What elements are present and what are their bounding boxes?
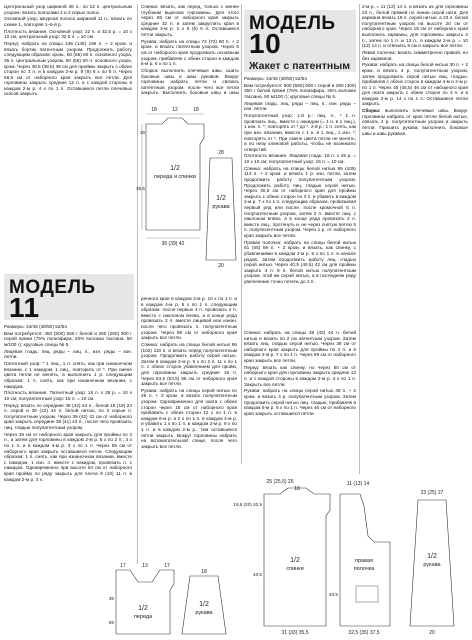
paragraph: Перед: вязать по середине 39 (42) 44 п., белой 19 (19) 23 п. серой и 39 (42) 44 п. белой нитью, по 3 серые п. полупатентным узором. Через 36 (42) 41 см от наборного края закрыть середине 38 (41) 43 п., после чего провязать лиц. гладью полупатентным узором. [4,402,132,431]
center-label: рукава [423,562,441,568]
paragraph: Спинка: вязать, как перед, только с менее глубоким вырезом горловины. Для этого через 58 см от наборного края закрыть средние 32 п. и затем закруглить края в каждом 2-м р. 1 х 5 (5) 6 п. Оставшиеся петли закрыть. [141,4,239,37]
model11-text [4,324,132,560]
center-label: правая [355,558,373,564]
dim-label: 23 (25) 27 [420,490,444,496]
sleeve-label: рукава [212,204,230,210]
model10-header [244,10,356,72]
center-label: рукава [195,610,213,616]
paragraph: Основной узор, ажурная полоса шириной 11 п.: вязать по схеме 1, повторяя 1–6-й р. [4,16,132,27]
paragraph: Левая полочка: вязать симметрично правой, но без карманов. [362,49,468,61]
paragraph: ренного края в каждом 2-м р. 10 х по 1 п. и в каждом 4-м р. 5 х по 1 п. следующим образом: после первых 3 п. провязать 2 п. вместе с наклоном влево, а в конце ряда провязать 2 п. вместе лицевой или изнан. после чего провязать п. полупатентным узором. Через 59 см от наборного края закрыть все петли. [141,296,237,341]
column-divider [241,4,242,464]
pocket [356,586,378,602]
center-label: 1/2 [290,557,300,564]
dim-label: 25 (25,5) 26 [266,479,294,485]
center-label: 1/2 [138,605,148,612]
right-front: Правая полочка: набрать на спицы белой нитью 51 (55) 59 п. + 2 кром. и вязать, как спинку, с убавлениями в каждом 2-м р. 6 х по 1 п. в начале рядов. Затем продолжить работу лиц. гладью серой нитью. Через 40,5 (40,5) 42 см для проймы закрыть 3 п. 9 п. белой нитью полупатентным узором, этой же серой нитью, а в последнем ряду увеличение точно петель до 2 п. [244,239,356,284]
center-label: спинки [286,566,304,572]
paragraph: Рукава: набрать на спицы серой нитью 38 п. + 2 кром. и вязать 4 р. полупатентным узором. Затем продолжить серой нитью лиц. гладью, прибавляя в каждом 6-м р. 6 х по 1 п. Через 46 см от наборного края закрыть оставшиеся петли. [244,388,356,416]
model11-title: МОДЕЛЬ 11 [9,277,96,320]
density: Плотность вязания. Лицевая гладь: 16 п. х 25 р. = 10 х 10 см; полупатентный узор: 15 п. = 10 см. [244,153,356,165]
paragraph: Перед: вязать как спинку, но через 50 см от наборного края для горловины закрыть средние 12 п. и с каждой стороны в каждом 2-м р. 4 х по 1 п. Закрыть все петли. [244,364,356,387]
paragraph: Спинка: набрать на спицы 38 (42) 44 п. белой нитью и вязать по 2 см патентным узором. Затем вязать лиц. гладью серой нитью. Через 39 см от наборного края закрыть для проймы по 3 п. и в каждом 2-м р. 7 х по 1 п. Через 59 см от наборного края закрыть все петли. [244,330,356,363]
patent-stitch: Патентный узор: * 1 лиц., 1 п. снять, как при изнаночном вязании, с 1 накидом, 1 лиц., повторить от *. При смене цвета петли не менять, а выполнить 1 р. следующим образом: 1 п. снять, как при изнаночном вязании, с накидом. [4,361,132,389]
dim-label: 40,5 [253,572,262,577]
dim-label: 13 [142,563,148,569]
model10-text [244,76,356,326]
col2-top-text [141,4,239,96]
dim-label: 32,5 (35) 37,5 [348,630,380,636]
pattern-diagram-model10 [233,476,468,636]
center-label: 1/2 [170,165,180,172]
model10-title: МОДЕЛЬ 10 [249,13,336,59]
col1-top-text [4,4,132,270]
front-outline [116,570,174,634]
paragraph: Спинка: набрать на спицы белой нитью 96 (102) 110 п. и вязать перед полупатентным узором. Продолжить работу серой нитью. Затем в каждом 2-м р. 5 х по 2 п. 11 х по 1 п. с обеих сторон убавлением для пройм, для горловины закрыть средние 16 п. Через 63,5 (63,5) 65 см от наборного края закрыть все петли. [141,341,237,387]
dim-label: 36 (39) 42 [161,241,185,247]
center-label: 1/2 [427,553,437,560]
dim-label: 38,5 [136,186,145,191]
column-divider [137,4,138,564]
dim-label: 28 [218,150,224,156]
pattern-diagram-model11 [108,560,238,640]
col2-bottom-text [141,296,237,562]
dim-label: 19,5 (20) 20,5 [233,502,262,507]
center-label: полочка [353,566,375,572]
paragraph: Центральный узор шириной 36 п.: по 12 п. центральным узором, вязать полосами 2 и 2 серых полос. [4,4,132,15]
model11-header [4,274,134,320]
dim-label: 18 [201,569,207,575]
patent-stitch: Полупатентный узор: 1-й р.: лиц. п., * 1 п. провязать лиц., вместе с накидом (= 1 н. в 1 лиц.), 1 изн. п. *; повторять от * до *. 2-й р.: 1 п. снять, как при изн. вязании, вместе с 1 н. в 1 лиц., 1 изн. *; повторять от *. При смене цвета петли не менять, а по низу клиновой работы, чтобы не возникало отверстий. [244,113,356,152]
sizes: Размеры: 44/46 (48/50) 52/54 [244,76,308,81]
yarn: Вам потребуется: 500 (550) 600 г серой и 250 (300) 350 г белой пряжи (75% полиэфира, 25% волокна таслана, 50 м/100 г); круговые спицы № 5. [244,82,356,99]
center-label: переда [133,614,153,620]
sleeve-label: 1/2 [216,195,226,202]
dim-label: 17 [120,563,126,569]
dim-label: 20 [429,630,435,636]
lic-stitch: Лицевая гладь: лиц. ряды – лиц. п., изн. ряды – изн. петли. [244,100,356,112]
paragraph: Рукава: набрать на спицы белой нитью 30 п. + 2 кром. и вязать 4 р. полупатентным узором, затем продолжить серой нитью лиц. гладью, прибавляя с обеих сторон в каждом 4-м и 2-м р. по 1 п. Через 45 (45,5) 46 см от наборного края для оката закрыть с обеих сторон по 3 п. и в каждом 2-м р. 14 х по 1 п. Оставшиеся петли закрыть. [362,62,468,107]
dim-label: 39 [108,596,114,601]
model10-subtitle: Жакет с патентным [249,60,350,72]
paragraph: 2-м р. = 11 (12) 14 п. и вязать их для горловины 23 п., белой пряжей по линии серой нити. Для кармана вязать 19 п. серой нитью, а 23 п. белой полупатентным узором на высоте 20 см от наборного края. Через 18 см от наборного края выполнить карманы, для горловины закрыть 2 п., затем по 1 п. ы 12 п., в каждом 2-м р. = 10 (12) 14 п. и отвязать 9 см и закрыть все петли. [362,4,468,49]
column-divider [359,4,360,474]
dim-label: 19 [139,130,145,135]
paragraph: Через 39 см от наборного края закрыть для проймы по 3 п., а затем для горловины в каждом 2-м р. 5 х по 2 п.; 4 х по 1 п. и в каждом 4-м р. 3 х по 1 п. Через 59 см от наборного края закрыть оставшиеся петли. Следующим образом: 1 п. снять, как при изнаночном вязании, вместе с накидом, 1 изн. п. вместе с накидом, провязать п. с накидом. Одновременно при высоте 54 см от наборного края пройму по ряду закрыть для плеча 9 (10) 11 п. в каждом 2-м р. 3 х. [4,431,132,482]
dim-label: 18 [294,486,300,492]
lic-stitch: Лицевая гладь: лиц. ряды – лиц. п., изн. ряды – изн. петли. [4,348,132,360]
dim-label: 31 (33) 35,5 [281,630,309,636]
paragraph: Плотность вязания. Основной узор: 22 п. и 32,5 р. = 10 х 10 см; центральный узор: 32,5 п. = 10 см. [4,28,132,40]
dim-label: 18 [151,107,157,113]
dim-label: 11 (13) 14 [346,481,370,487]
sizes: Размеры: 44/46 (48/50) 52/54 [4,324,68,329]
dim-label: 18 [193,107,199,113]
dim-label: 12 [172,107,178,113]
model10-text-right [362,4,468,474]
paragraph: Сборка: выполнить плечевые швы, сшить боковые швы и швы рукавов. Вокруг горловины набрать петли и связать патентным узором, после чего все петли закрыть. Выполнить боковые швы и швы [141,67,239,96]
dim-label: 40,5 [329,592,338,597]
dim-label: 59 [108,620,114,625]
dim-label: 20 [218,263,224,269]
assembly: Сборка: выполнить плечевые швы. Вокруг горловины набрать от края петли белой нитью, связать 4 р. полупатентным узором и закрыть петли. Пришить рукава, выполнить боковые швы и швы рукавов. [362,108,468,136]
paragraph: Рукава: набрать на спицы серой нитью по 49 п. + 2 кром. и вязать полупатентным узором. Одновременно для оката с обеих сторон через 15 см от наборного края прибавить с обеих сторон 12 х по 1 п. в каждом 6-м р. и 2 х по 1 п. в каждом 4-м р. и убавить 1 х по 1 п. в каждом 2-м р. 9 х по 1 п. и в каждом 2-м р., тем оставшиеся петли закрыть. Вокруг горловины набрать на вспомогательной спице, после чего закрыть все петли. [141,387,237,449]
back: Спинка: набрать на спицы белой нитью 99 (105) 113 п. + 2 кром. и вязать 1 р. изн. петли, затем продолжить работу полупатентным узором. Продолжить работу лиц. гладью серой нитью. Через 40,5 см от наборного края для проймы закрыть с обеих сторон по 3 п. и убавить в каждом 2-м р. 7 х по 1 п. следующим образом, провязывая первый ряд или после, после кромочной 5 п. полупатентным узором, затем 2 п. вместе лиц. с наклоном влево, а в конце ряда провязать 2 п. вместе лиц., протянуть и, не через снятую петлю 5 п. полупатентным узором. Через 1 р. от наборного края закрыть все петли. [244,165,356,238]
paragraph: Рукава: набрать на спицы 72 (72) 80 п. + 2 кром. и вязать патентным узором. Через 6 см от наборного края продолжить основным узором, прибавляя с обеих сторон в каждом 6-м р. 6 х по 1 п. [141,38,239,67]
center-label: переда и спинки [154,174,196,180]
col3-lower-text [244,330,356,462]
center-label: 1/2 [199,601,209,608]
paragraph: Перед: набрать на спицы 136 (146) 156 п. + 2 кром. и вязать бортик патентным узором. Продолжить работу следующим образом: кром., 50 (55) 60 п. основного узора, 36 п. центральным узором, 50 (55) 60 п. основного узора, кром. Через 38,5 (38,5) 38 см для проймы закрыть с обеих сторон по 3 п. и в каждом 2-м р. 9 (9) 8 х по 5 п. Через 58,5 см от наборного края закрыть все петли. Для горловины закрыть средние 12 п. и с каждой стороны в каждом 2-м р. 4 х по 1 п. Оставшиеся петли плечевых скосов закрыть. [4,41,132,97]
yarn: Вам потребуется: 450 (500) 550 г белой и 250 (250) 300 г серой пряжи (75% полиэфира, 25% волокна таслана, 50 м/100 г); круговые спицы № 5. [4,330,132,347]
pattern-diagram-top [136,100,240,270]
density: Плотность вязания. Патентный узор: 16 п. х 28 р. = 10 х 10 см; полупатентный узор: 15 п. = 10 см. [4,390,132,401]
dim-label: 17 [164,563,170,569]
